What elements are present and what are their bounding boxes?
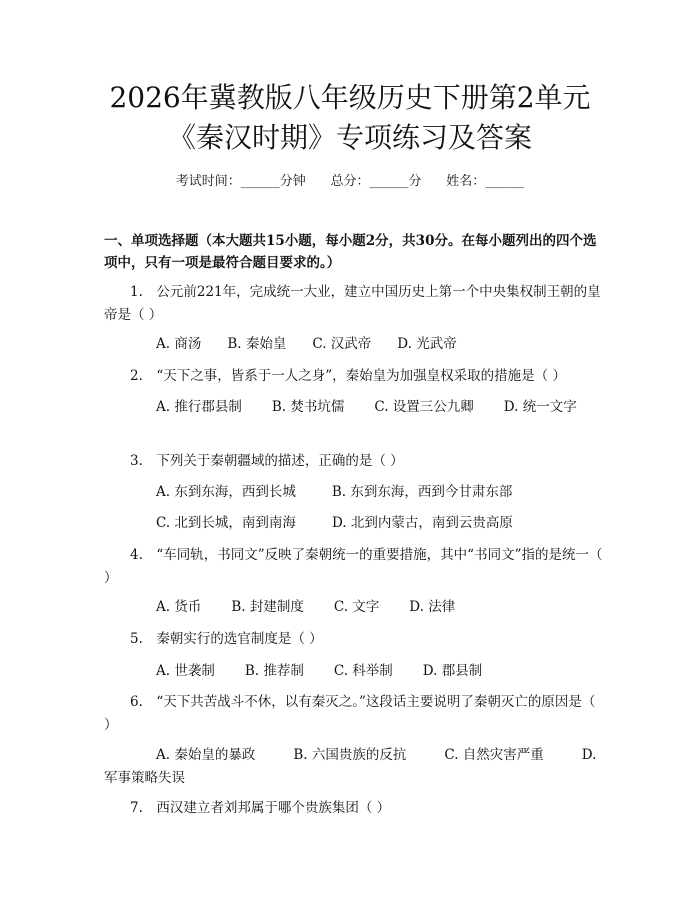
option-c: C. 自然灾害严重 — [444, 747, 544, 763]
option-a: A. 商汤 — [156, 336, 202, 352]
option-a: A. 推行郡县制 — [156, 399, 242, 415]
option-d: D. 统一文字 — [503, 399, 577, 415]
question-6-stem: 6. “天下共苦战斗不休，以有秦灭之。”这段话主要说明了秦朝灭亡的原因是（ ） — [104, 694, 596, 733]
option-a: A. 东到东海，西到长城 — [156, 484, 296, 500]
option-d: D. 法律 — [409, 599, 456, 615]
question-2-options — [104, 396, 604, 419]
question-3-stem: 3. 下列关于秦朝疆域的描述，正确的是（ ） — [130, 453, 404, 469]
option-b: B. 封建制度 — [231, 599, 304, 615]
question-6-options — [104, 744, 604, 790]
question-5-options — [104, 660, 604, 683]
option-a: A. 秦始皇的暴政 — [156, 747, 256, 763]
question-4-options — [104, 596, 604, 619]
question-3-options-row-1 — [104, 481, 604, 504]
question-4-stem: 4. “车同轨，书同文”反映了秦朝统一的重要措施，其中“书同文”指的是统一（ ） — [104, 547, 603, 586]
question-2-stem: 2. “天下之事，皆系于一人之身”，秦始皇为加强皇权采取的措施是（ ） — [130, 368, 566, 384]
document-title: 2026年冀教版八年级历史下册第2单元《秦汉时期》专项练习及答案 — [109, 81, 591, 154]
exam-info: 考试时间：______分钟 总分：______分 姓名：______ — [175, 174, 525, 189]
question-5-stem: 5. 秦朝实行的选官制度是（ ） — [130, 631, 323, 647]
option-d: D. 北到内蒙古，南到云贵高原 — [331, 515, 513, 531]
option-c: C. 北到长城，南到南海 — [156, 515, 296, 531]
option-b: B. 秦始皇 — [227, 336, 287, 352]
option-a: A. 世袭制 — [156, 663, 215, 679]
option-c: C. 科举制 — [333, 663, 393, 679]
option-c: C. 汉武帝 — [312, 336, 372, 352]
option-c: C. 文字 — [333, 599, 380, 615]
section-heading: 一、单项选择题（本大题共15小题，每小题2分，共30分。在每小题列出的四个选项中，只有一项是最符合题目要求的。） — [104, 233, 597, 271]
option-a: A. 货币 — [156, 599, 202, 615]
option-d: D. 郡县制 — [422, 663, 483, 679]
question-3-options-row-2 — [104, 512, 604, 535]
option-b: B. 焚书坑儒 — [271, 399, 345, 415]
option-c: C. 设置三公九卿 — [374, 399, 474, 415]
option-d: D. 光武帝 — [397, 336, 457, 352]
option-b: B. 推荐制 — [244, 663, 304, 679]
option-b: B. 东到东海，西到今甘肃东部 — [331, 484, 513, 500]
question-1-options — [104, 333, 604, 356]
option-d: D. 军事策略失误 — [104, 747, 597, 786]
question-7-stem: 7. 西汉建立者刘邦属于哪个贵族集团（ ） — [130, 800, 391, 816]
question-1-stem: 1. 公元前221年，完成统一大业，建立中国历史上第一个中央集权制王朝的皇帝是（ ） — [104, 284, 601, 323]
option-b: B. 六国贵族的反抗 — [293, 747, 407, 763]
